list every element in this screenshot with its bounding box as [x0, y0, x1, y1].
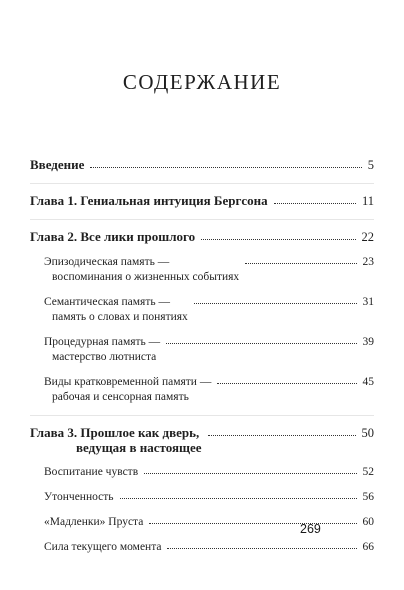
toc-entry-label: Виды кратковременной памяти —: [44, 376, 212, 388]
toc-entry-label-continued: ведущая в настоящее: [76, 440, 202, 455]
toc-entry-label: Сила текущего момента: [44, 541, 162, 553]
toc-entry-short-term-memory: [30, 375, 374, 405]
divider: [30, 219, 374, 220]
toc-entry-label: Эпизодическая память —: [44, 256, 170, 268]
dot-leader: [245, 263, 356, 264]
dot-leader: [120, 498, 357, 499]
table-of-contents: [30, 157, 374, 565]
toc-page-number: 22: [361, 230, 374, 244]
folio-page-number: 269: [300, 522, 321, 536]
toc-entry-label: Глава 2. Все лики прошлого: [30, 229, 196, 244]
dot-leader: [208, 435, 356, 436]
divider: [30, 415, 374, 416]
toc-entry-procedural-memory: [30, 335, 374, 365]
dot-leader: [194, 303, 357, 304]
dot-leader: [90, 167, 361, 168]
toc-entry-label: Процедурная память —: [44, 336, 161, 348]
toc-entry-label: Воспитание чувств: [44, 466, 139, 478]
divider: [30, 183, 374, 184]
toc-page-number: 60: [362, 516, 374, 528]
toc-page-number: 52: [362, 466, 374, 478]
toc-page-number: 50: [361, 426, 374, 440]
toc-entry-education-of-feelings: [30, 465, 374, 480]
toc-entry-introduction: [30, 157, 374, 173]
toc-page-number: 56: [362, 491, 374, 503]
toc-entry-chapter-2: [30, 229, 374, 245]
dot-leader: [167, 548, 356, 549]
toc-entry-label-continued: рабочая и сенсорная память: [52, 391, 189, 403]
toc-page-number: 45: [362, 376, 374, 388]
toc-entry-label-continued: воспоминания о жизненных событиях: [52, 271, 240, 283]
toc-entry-refinement: [30, 490, 374, 505]
toc-entry-label-continued: память о словах и понятиях: [52, 311, 188, 323]
toc-entry-label: «Мадленки» Пруста: [44, 516, 144, 528]
page-title: СОДЕРЖАНИЕ: [122, 70, 282, 94]
toc-entry-label: Семантическая память —: [44, 296, 170, 308]
toc-page-number: 66: [362, 541, 374, 553]
toc-page-number: 11: [361, 194, 374, 208]
dot-leader: [149, 523, 356, 524]
toc-entry-episodic-memory: [30, 255, 374, 285]
dot-leader: [166, 343, 356, 344]
toc-entry-label: Утонченность: [44, 491, 114, 503]
dot-leader: [201, 239, 355, 240]
dot-leader: [274, 203, 356, 204]
toc-entry-chapter-1: [30, 193, 374, 209]
toc-page-number: 5: [367, 158, 374, 172]
toc-page-number: 23: [362, 256, 374, 268]
toc-entry-label: Глава 3. Прошлое как дверь,: [30, 425, 200, 440]
dot-leader: [217, 383, 356, 384]
toc-page-number: 39: [362, 336, 374, 348]
toc-entry-label: Глава 1. Гениальная интуиция Бергсона: [30, 193, 268, 208]
dot-leader: [144, 473, 356, 474]
toc-entry-proust-madeleines: [30, 515, 374, 530]
toc-entry-semantic-memory: [30, 295, 374, 325]
toc-entry-chapter-3: [30, 425, 374, 455]
toc-page-number: 31: [362, 296, 374, 308]
toc-entry-label-continued: мастерство лютниста: [52, 351, 157, 363]
toc-entry-label: Введение: [30, 157, 85, 172]
toc-entry-power-of-present: [30, 540, 374, 555]
